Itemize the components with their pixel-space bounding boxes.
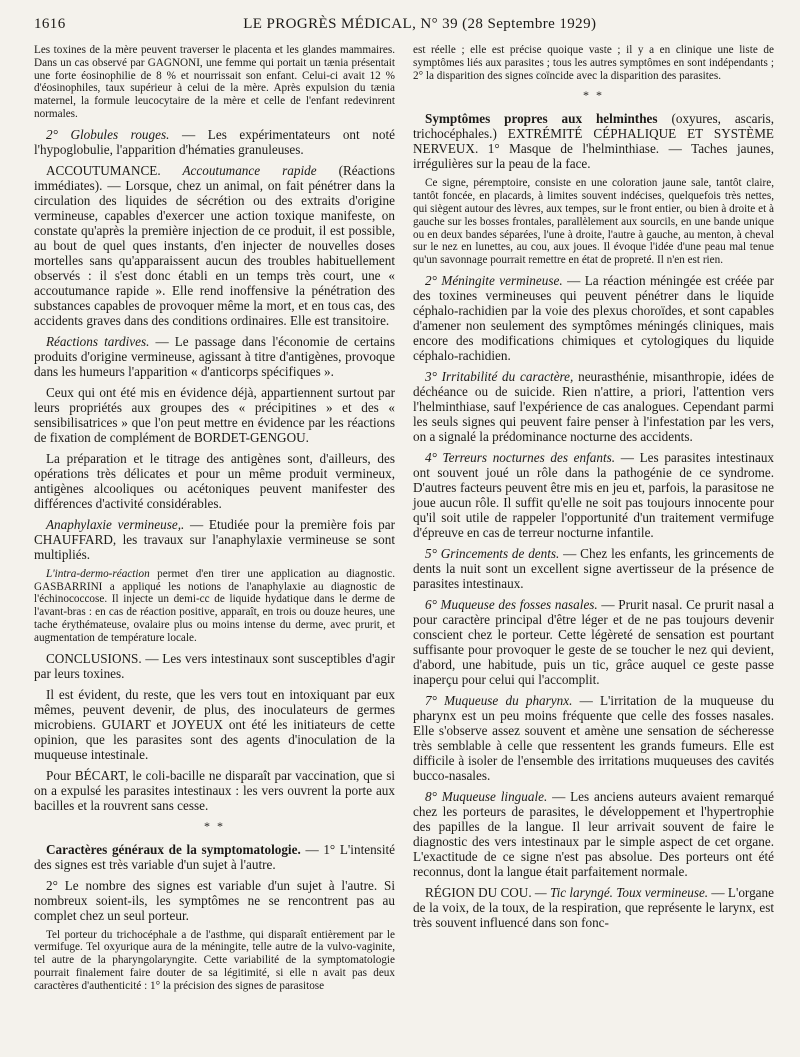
section-separator: * * bbox=[204, 818, 225, 833]
paragraph: 6° Muqueuse des fosses nasales. — Prurit nasal. Ce prurit nasal a pour caractère principal d'être léger et de ne pas toujours devenir conscient chez le porteur. Cette légèreté de sensation est pourtant suffisante pour provoquer le geste de se toucher le nez qui devient, d'abord, une habitude, puis un tic, grâce auquel ce geste passe inaperçu pour celui qui l'accomplit. bbox=[413, 596, 774, 687]
page-number: 1616 bbox=[34, 16, 66, 32]
paragraph: Symptômes propres aux helminthes (oxyures, ascaris, trichocéphales.) EXTRÉMITÉ CÉPHALIQUE ET SYSTÈME NERVEUX. 1° Masque de l'helminthiase. — Taches jaunes, irrégulières sur la peau de la face. bbox=[413, 111, 774, 172]
paragraph: est réelle ; elle est précise quoique vaste ; il y a en clinique une liste de symptômes liés aux parasites ; tous les autres symptômes en sont indépendants ; 2° la disparition des signes coïncide avec la disparition des parasites. bbox=[413, 44, 774, 82]
journal-title: LE PROGRÈS MÉDICAL, N° 39 (28 Septembre 1929) bbox=[243, 16, 597, 32]
paragraph: Ceux qui ont été mis en évidence déjà, appartiennent surtout par leurs propriétés aux groupes des « précipitines » et des « sensibilisatrices » que l'on peut mettre en évidence par les réactions de fixation de complément de BORDET-GENGOU. bbox=[34, 384, 395, 445]
paragraph: 3° Irritabilité du caractère, neurasthénie, misanthropie, idées de déchéance ou de suicide. Rien n'attire, a priori, l'attention vers l'helminthiase, sauf l'expérience de cas analogues. Cependant parmi les seuls signes qui peuvent faire penser à l'infestation par les vers, on a signalé la prédominance nocturne des accidents. bbox=[413, 368, 774, 444]
page-header bbox=[34, 16, 774, 40]
paragraph: Anaphylaxie vermineuse,. — Etudiée pour la première fois par CHAUFFARD, les travaux sur l'anaphylaxie vermineuse se sont multipliés. bbox=[34, 516, 396, 562]
paragraph: Pour BÉCART, le coli-bacille ne disparaît par vaccination, que si on a expulsé les parasites intestinaux : les vers ouvrent la porte aux bacilles et la rouvrent sans cesse. bbox=[34, 767, 395, 813]
paragraph: Réactions tardives. — Le passage dans l'économie de certains produits d'origine vermineuse, agissant à titre d'antigènes, provoque dans les humeurs l'apparition « d'anticorps spécifiques ». bbox=[34, 333, 395, 379]
paragraph: 2° Le nombre des signes est variable d'un sujet à l'autre. Si nombreux soient-ils, les symptômes ne se rencontrent pas au complet chez un seul porteur. bbox=[34, 877, 395, 923]
paragraph: Les toxines de la mère peuvent traverser le placenta et les glandes mammaires. Dans un cas observé par GAGNONI, une femme qui portait un tænia présentait une forte éosinophilie de 8 % et nourrissait son enfant. Celui-ci avait 12 % d'éosinophiles, taux supérieur à celui de la mère. Après expulsion du tænia maternel, la formule leucocytaire de la mère et celle de l'enfant redevinrent normales. bbox=[34, 44, 395, 120]
paragraph: 2° Globules rouges. — Les expérimentateurs ont noté l'hypoglobulie, l'apparition d'hématies granuleuses. bbox=[34, 126, 395, 157]
paragraph: Tel porteur du trichocéphale a de l'asthme, qui disparaît entièrement par le vermifuge. Tel oxyurique aura de la méningite, telle autre de la vulvo-vaginite, tel autre de la pharyngolaryngite. Cette variabilité de la symptomatologie pourrait finalement faire douter de sa légitimité, si elle n avait pas deux caractères d'authenticité : 1° la précision des signes de parasitose bbox=[34, 928, 395, 992]
paragraph: 4° Terreurs nocturnes des enfants. — Les parasites intestinaux ont souvent joué un rôle dans la pathogénie de ce syndrome. D'autres facteurs peuvent être mis en jeu et, parfois, la parasitose ne joue aucun rôle. Il suffit qu'elle ne soit pas toujours innocente pour qu'il soit utile de rappeler l'opportunité d'un traitement vermifuge d'épreuve en cas de terreur nocturne infantile. bbox=[413, 449, 775, 540]
paragraph: 7° Muqueuse du pharynx. — L'irritation de la muqueuse du pharynx est un peu moins fréquente que celle des fosses nasales. Elle s'observe assez souvent et amène une sensation de sécheresse très semblable à celle que ressentent les grands fumeurs. Elle est difficile à isoler de l'ensemble des irritations muqueuses des cavités bucco-nasales. bbox=[413, 692, 775, 783]
paragraph: 8° Muqueuse linguale. — Les anciens auteurs avaient remarqué chez les porteurs de parasites, le développement et l'hypertrophie des papilles de la langue. Il leur arrivait souvent de faire le diagnostic des vers intestinaux par le simple aspect de cet organe. L'exactitude de ce signe n'est pas absolue. Des porteurs ont été reconnus, dont la langue était parfaitement normale. bbox=[413, 788, 774, 879]
paragraph: ACCOUTUMANCE. Accoutumance rapide (Réactions immédiates). — Lorsque, chez un animal, on fait pénétrer dans la circulation des liquides de sécrétion ou des extraits d'origine vermineuse, capables d'exercer une action toxique manifeste, on constate qu'après la première injection de ce produit, il est possible, au bout de quel ques instants, d'en injecter de nouvelles doses mortelles sans qu'apparaissent aucun des troubles habituellement observés : il s'est donc établi en un temps très court, une « accoutumance rapide ». Elle rend inoffensive la pénétration des substances capables de provoquer même la mort, et en tous cas, des accidents graves dans des conditions ordinaires. Elle est transitoire. bbox=[34, 162, 395, 328]
paragraph: 5° Grincements de dents. — Chez les enfants, les grincements de dents la nuit sont un excellent signe avertisseur de la présence de parasites intestinaux. bbox=[413, 545, 774, 591]
paragraph: Caractères généraux de la symptomatologie. — 1° L'intensité des signes est très variable d'un sujet à l'autre. bbox=[34, 841, 395, 872]
text-columns bbox=[34, 44, 774, 999]
left-column bbox=[34, 44, 395, 999]
right-column bbox=[413, 44, 774, 999]
paragraph: Il est évident, du reste, que les vers tout en intoxiquant par eux mêmes, peuvent devenir, de plus, des inoculateurs de germes microbiens. GUIART et JOYEUX ont été les initiateurs de cette opinion, que les parasites sont des agents d'inoculation de la muqueuse intestinale. bbox=[34, 686, 395, 762]
section-separator: * * bbox=[583, 88, 604, 103]
paragraph: 2° Méningite vermineuse. — La réaction méningée est créée par des toxines vermineuses qui peuvent pénétrer dans le liquide céphalo-rachidien par la voie des plexus choroïdes, et sont capables d'amener non seulement des symptômes méningés cliniques, mais encore des modifications chimiques et cytologiques du liquide céphalo-rachidien. bbox=[413, 272, 774, 363]
paragraph: RÉGION DU COU. — Tic laryngé. Toux vermineuse. — L'organe de la voix, de la toux, de la respiration, que représente le larynx, est très souvent influencé dans son fonc- bbox=[413, 884, 774, 930]
paragraph: CONCLUSIONS. — Les vers intestinaux sont susceptibles d'agir par leurs toxines. bbox=[34, 650, 395, 681]
paragraph: Ce signe, péremptoire, consiste en une coloration jaune sale, tantôt claire, tantôt foncée, en placards, à limites souvent indécises, quelquefois très nettes, qui siègent autour des lèvres, aux tempes, sur le front entier, ou bien à droite et à gauche sur les bosses frontales, parallèlement aux sourcils, en une bande unique ou en deux bandes séparées, l'une à droite, l'autre à gauche, au menton, à cheval sur le nez en lunettes, au cou, aux joues. Il évoque l'idée d'une peau mal tenue qu'un savonnage pourrait remettre en état de propreté. Il n'en est rien. bbox=[413, 177, 774, 267]
paragraph: L'intra-dermo-réaction permet d'en tirer une application au diagnostic. GASBARRINI a appliqué les notions de l'anaphylaxie au diagnostic de l'échinococcose. Il injecte un demi-cc de liquide hydatique dans le derme de l'avant-bras : en cas de réaction positive, apparaît, en trois ou douze heures, une tache érythémateuse, ovalaire plus ou moins intense du derme, avec prurit, et augmentation de température locale. bbox=[34, 567, 395, 644]
paragraph: La préparation et le titrage des antigènes sont, d'ailleurs, des opérations très délicates et pour un même produit vermineux, antigènes alcooliques ou acétoniques peuvent manifester des différences d'activité considérables. bbox=[34, 450, 395, 511]
